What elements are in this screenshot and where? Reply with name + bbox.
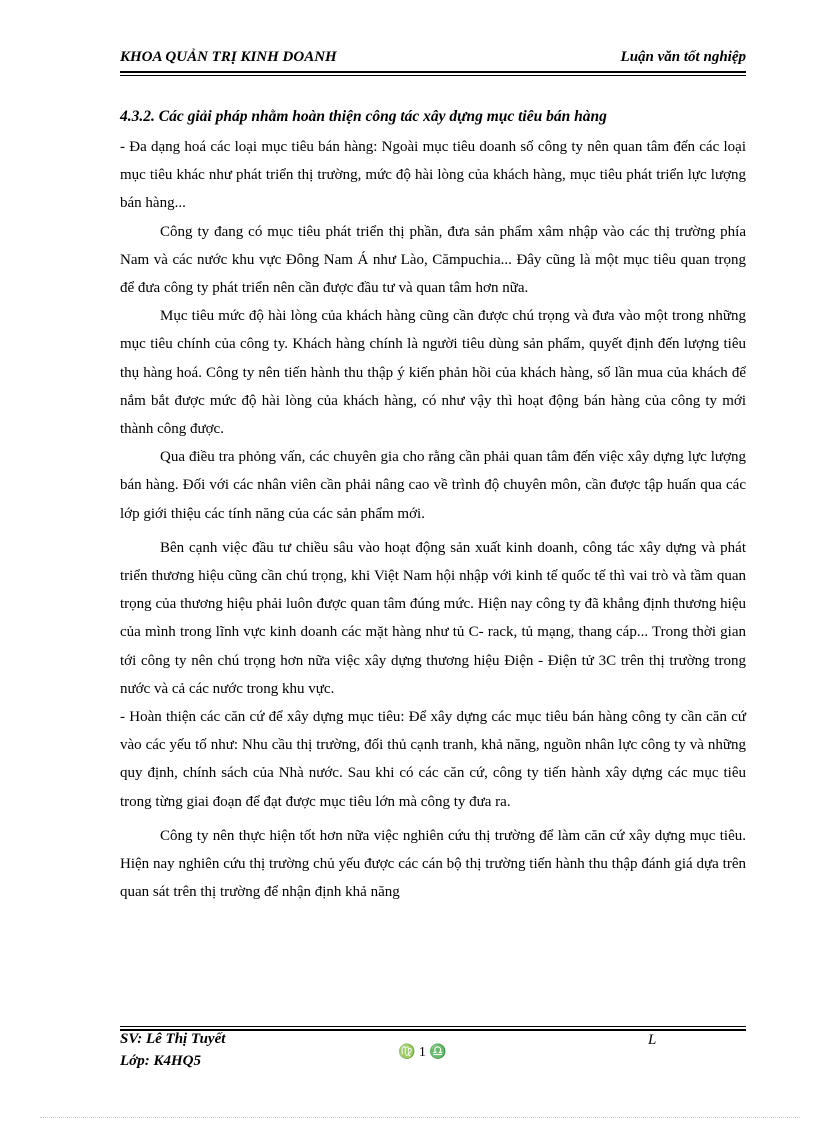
paragraph-1: - Đa dạng hoá các loại mục tiêu bán hàng: Ngoài mục tiêu doanh số công ty nên quan tâm đến các loại mục tiêu khác như phát triển thị trường, mức độ hài lòng của khách hàng, mục tiêu phát triển lực lượng bán hàng... (120, 139, 746, 212)
paragraph-5: Bên cạnh việc đầu tư chiều sâu vào hoạt động sản xuất kinh doanh, công tác xây dựng và phát triển thương hiệu cũng cần chú trọng, khi Việt Nam hội nhập với kinh tế quốc tế thì vai trò và tầm quan trọng của thương hiệu phải luôn được quan tâm đúng mức. Hiện nay công ty đã khẳng định thương hiệu của mình trong lĩnh vực kinh doanh các mặt hàng như tủ C- rack, tủ mạng, thang cáp... Trong thời gian tới công ty nên chú trọng hơn nữa việc xây dựng thương hiệu Điện - Điện tử 3C trên thị trường trong nước và cả các nước trong khu vực. (120, 539, 746, 697)
page-number: ♍ 1 ♎ (398, 1045, 447, 1060)
header-rule-thin (120, 75, 746, 76)
page-body (120, 103, 746, 906)
paragraph-4: Qua điều tra phỏng vấn, các chuyên gia cho rằng cần phải quan tâm đến việc xây dựng lực lượng bán hàng. Đối với các nhân viên cần phải nâng cao về trình độ chuyên môn, cần được tập huấn qua các lớp giới thiệu các tính năng của các sản phẩm mới. (120, 449, 746, 522)
paragraph-2: Công ty đang có mục tiêu phát triển thị phần, đưa sản phẩm xâm nhập vào các thị trường phía Nam và các nước khu vực Đông Nam Á như Lào, Cămpuchia... Đây cũng là một mục tiêu quan trọng để đưa công ty phát triển nên cần được đầu tư và quan tâm hơn nữa. (120, 223, 746, 297)
section-heading: 4.3.2. Các giải pháp nhằm hoàn thiện công tác xây dựng mục tiêu bán hàng (120, 108, 607, 125)
footer-rule-thin (120, 1026, 746, 1027)
footer-student-name: SV: Lê Thị Tuyết (120, 1031, 226, 1047)
footer-mark: L (648, 1032, 657, 1048)
paragraph-6: - Hoàn thiện các căn cứ để xây dựng mục tiêu: Để xây dựng các mục tiêu bán hàng công ty cần căn cứ vào các yếu tố như: Nhu cầu thị trường, đối thủ cạnh tranh, khả năng, nguồn nhân lực công ty và những quy định, chính sách của Nhà nước. Sau khi có các căn cứ, công ty tiến hành xây dựng các mục tiêu trong từng giai đoạn để đạt được mục tiêu lớn mà công ty đưa ra. (120, 709, 746, 810)
page-header (120, 49, 746, 71)
footer-class-code: Lớp: K4HQ5 (120, 1053, 201, 1069)
header-thesis-label: Luận văn tốt nghiệp (620, 49, 746, 65)
header-faculty: KHOA QUẢN TRỊ KINH DOANH (120, 49, 337, 65)
header-rule-thick (120, 71, 746, 73)
page-bottom-dotted-border (40, 1117, 800, 1118)
paragraph-3: Mục tiêu mức độ hài lòng của khách hàng cũng cần được chú trọng và đưa vào một trong những mục tiêu chính của công ty. Khách hàng chính là người tiêu dùng sản phẩm, quyết định đến lượng tiêu thụ hàng hoá. Công ty nên tiến hành thu thập ý kiến phản hồi của khách hàng, số lần mua của khách để nắm bắt được mức độ hài lòng của khách hàng, có như vậy thì hoạt động bán hàng của công ty mới thành công được. (120, 308, 746, 438)
paragraph-7: Công ty nên thực hiện tốt hơn nữa việc nghiên cứu thị trường để làm căn cứ xây dựng mục tiêu. Hiện nay nghiên cứu thị trường chủ yếu được các cán bộ thị trường tiến hành thu thập đánh giá dựa trên quan sát trên thị trường để nhận định khả năng (120, 827, 746, 901)
